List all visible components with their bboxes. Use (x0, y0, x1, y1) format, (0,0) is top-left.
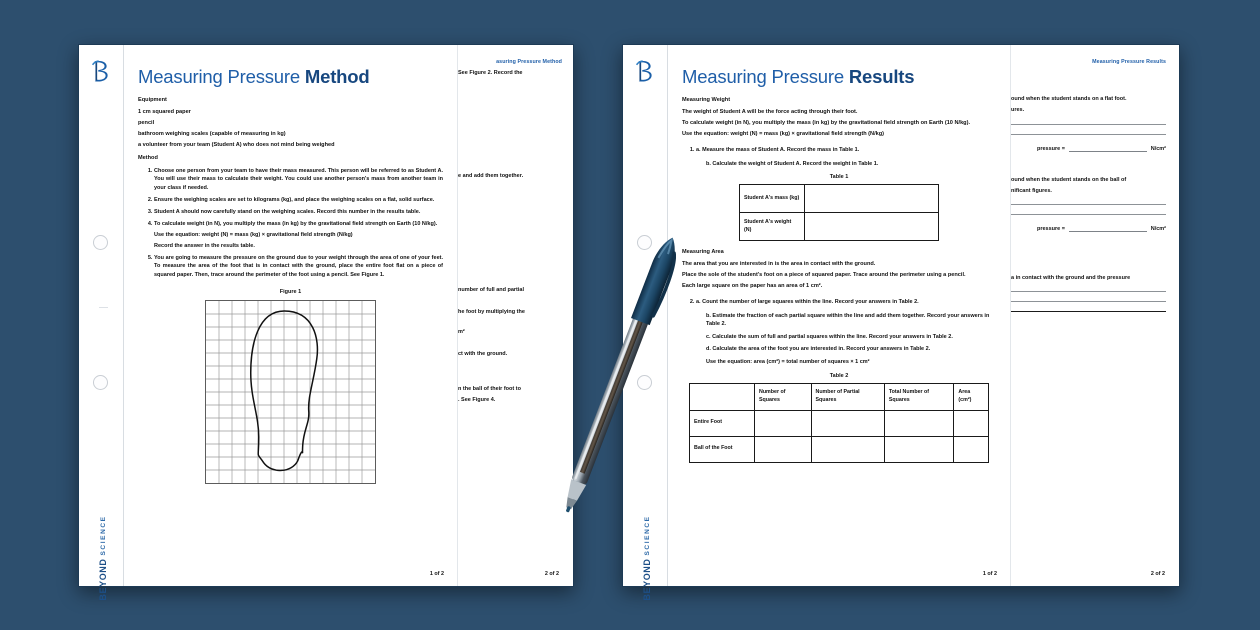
table-2-header: Number of Squares (755, 383, 812, 410)
answer-label: pressure = (1037, 145, 1065, 152)
method-step-text: To calculate weight (in N), you multiply the mass (in kg) by the gravitational field strength on Earth (10 N/kg). (154, 220, 438, 227)
foot-outline-grid-figure (205, 300, 376, 484)
clipped-line: See Figure 2. Record the (458, 70, 523, 76)
table-2-cell[interactable] (884, 436, 954, 462)
equipment-item: pencil (138, 119, 155, 126)
weight-line: The weight of Student A will be the force acting through their foot. (682, 108, 858, 115)
table-2-cell[interactable] (954, 436, 989, 462)
equipment-heading: Equipment (138, 97, 167, 104)
hole-punch-bottom (637, 375, 652, 390)
beyond-b-logo-icon (632, 58, 658, 84)
answer-rule (1011, 291, 1166, 292)
clipped-line: ct with the ground. (458, 351, 508, 358)
figure-1-wrapper (138, 300, 443, 484)
brand-subtitle: SCIENCE (99, 515, 107, 556)
question-2b: b. Estimate the fraction of each partial square within the line and add them together. Record your answers in Table 2. (706, 312, 990, 328)
table-2-cell[interactable] (755, 436, 812, 462)
method-step: 3. Student A should now carefully stand on the weighing scales. Record this number in the results table. (154, 208, 443, 217)
weight-line: Use the equation: weight (N) = mass (kg) × gravitational field strength (N/kg) (682, 130, 885, 137)
method-step: 5. You are going to measure the pressure on the ground due to your weight through the area of one of your feet. To measure the area of the foot that is in contact with the ground, place the entire foot flat on a piece of squared paper. Then, trace around the perimeter of the foot using a pencil. See Figure 1. (154, 254, 443, 280)
table-2-header-blank (690, 383, 755, 410)
equipment-item: 1 cm squared paper (138, 108, 191, 115)
table-2-row-label: Ball of the Foot (690, 436, 755, 462)
clipped-line: number of full and partial (458, 286, 525, 293)
table-1-row-label: Student A's mass (kg) (740, 185, 805, 213)
spine-tick-mark (643, 307, 652, 308)
step-note: Record the answer in the results table. (154, 242, 255, 249)
hole-punch-bottom (93, 375, 108, 390)
answer-label: pressure = (1037, 226, 1065, 232)
document-spine-method (79, 45, 124, 601)
answer-unit: N/cm² (1150, 226, 1166, 232)
answer-rule (1011, 311, 1166, 312)
clipped-line: nificant figures. (1011, 187, 1052, 194)
clipped-line: . See Figure 4. (458, 396, 496, 403)
page-number-method-2: 2 of 2 (544, 571, 559, 577)
title-regular-part: Measuring Pressure (138, 66, 305, 87)
clipped-line: he foot by multiplying the (458, 308, 525, 315)
method-page-2[interactable] (457, 45, 572, 586)
question-1-list (682, 146, 996, 168)
brand-name: BEYOND (98, 558, 108, 601)
area-line: Each large square on the paper has an area of 1 cm². (682, 282, 823, 289)
clipped-line: m² (458, 329, 465, 335)
table-2-header: Number of Partial Squares (811, 383, 884, 410)
page-title-results (682, 67, 996, 87)
page-title-method (138, 67, 443, 87)
brand-label-method (81, 490, 125, 626)
clipped-line: e and add them together. (458, 173, 524, 180)
area-line: The area that you are interested in is the area in contact with the ground. (682, 260, 876, 267)
weight-line: To calculate weight (in N), you multiply the mass (in kg) by the gravitational field strength on Earth (10 N/kg). (682, 119, 971, 126)
results-page-2[interactable] (1010, 45, 1178, 586)
table-1-row-label: Student A's weight (N) (740, 213, 805, 241)
answer-rule (1011, 124, 1166, 125)
answer-rule (1011, 134, 1166, 135)
method-page-1[interactable] (124, 45, 457, 586)
answer-rule (1011, 301, 1166, 302)
clipped-line: ures. (1011, 107, 1025, 114)
table-1-row-value[interactable] (805, 185, 939, 213)
method-steps-list (138, 167, 443, 280)
clipped-line: ound when the student stands on the ball of (1011, 176, 1127, 183)
answer-blank[interactable] (1069, 144, 1147, 152)
question-2d: d. Calculate the area of the foot you are interested in. Record your answers in Table 2. (706, 346, 931, 353)
answer-row-pressure-1 (1011, 144, 1166, 152)
equipment-item: bathroom weighing scales (capable of measuring in kg) (138, 130, 286, 137)
table-1-row-value[interactable] (805, 213, 939, 241)
clipped-line: ound when the student stands on a flat foot. (1011, 96, 1127, 102)
table-2-cell[interactable] (811, 436, 884, 462)
beyond-b-logo-icon (88, 58, 114, 84)
brand-label-results (625, 490, 669, 626)
area-line: Place the sole of the student's foot on a piece of squared paper. Trace around the perimeter using a pencil. (682, 271, 966, 278)
method-step (154, 220, 443, 251)
spine-tick-mark (99, 307, 108, 308)
document-spine-results (623, 45, 668, 601)
clipped-line: n the ball of their foot to (458, 385, 521, 392)
table-header-row (690, 383, 989, 410)
question-2-list (682, 298, 996, 367)
table-2-cell[interactable] (954, 410, 989, 436)
table-1 (739, 184, 939, 241)
measuring-weight-heading: Measuring Weight (682, 97, 731, 104)
question-1a: a. Measure the mass of Student A. Record the mass in Table 1. (696, 147, 860, 154)
title-bold-part: Method (304, 66, 370, 87)
hole-punch-top (637, 235, 652, 250)
brand-subtitle: SCIENCE (643, 515, 651, 556)
table-2-header: Area (cm²) (954, 383, 989, 410)
question-2 (696, 298, 996, 367)
table-row (690, 410, 989, 436)
figure-caption: Figure 1 (279, 289, 302, 296)
table-row (690, 436, 989, 462)
running-header-results-2: Measuring Pressure Results (1092, 59, 1166, 65)
question-1b: b. Calculate the weight of Student A. Record the weight in Table 1. (706, 160, 879, 167)
table-2-caption: Table 2 (829, 372, 849, 379)
brand-name: BEYOND (642, 558, 652, 601)
page-number-results-2: 2 of 2 (1150, 571, 1165, 577)
measuring-area-heading: Measuring Area (682, 249, 724, 256)
page-number-method-1: 1 of 2 (429, 571, 444, 577)
document-measuring-pressure-results[interactable] (622, 44, 1180, 601)
method-step: 1. Choose one person from your team to have their mass measured. This person will be referred to as Student A. You will use their mass to calculate their weight. You could use another person's mass from another team in your class if needed. (154, 167, 443, 193)
table-2-header: Total Number of Squares (884, 383, 954, 410)
method-heading: Method (138, 155, 158, 162)
equipment-item: a volunteer from your team (Student A) who does not mind being weighed (138, 142, 335, 149)
running-header-method-2: asuring Pressure Method (496, 59, 562, 65)
question-1 (696, 146, 996, 168)
question-2c: c. Calculate the sum of full and partial squares within the line. Record your answers in Table 2. (706, 333, 953, 340)
hole-punch-top (93, 235, 108, 250)
clipped-line: a in contact with the ground and the pressure (1011, 275, 1131, 281)
answer-rule (1011, 214, 1166, 215)
question-2a: a. Count the number of large squares within the line. Record your answers in Table 2. (696, 299, 919, 306)
page-number-results-1: 1 of 2 (982, 571, 997, 577)
results-page-1[interactable] (668, 45, 1010, 586)
table-2-row-label: Entire Foot (690, 410, 755, 436)
step-equation: Use the equation: weight (N) = mass (kg) × gravitational field strength (N/kg) (154, 231, 353, 238)
method-step: 2. Ensure the weighing scales are set to kilograms (kg), and place the weighing scales on a flat, solid surface. (154, 196, 443, 205)
question-2-equation: Use the equation: area (cm²) = total number of squares × 1 cm² (706, 358, 870, 365)
answer-blank[interactable] (1069, 224, 1147, 232)
table-2 (689, 383, 989, 463)
table-row (740, 185, 939, 213)
table-2-cell[interactable] (755, 410, 812, 436)
table-row (740, 213, 939, 241)
answer-unit: N/cm² (1150, 145, 1166, 152)
table-2-cell[interactable] (884, 410, 954, 436)
table-1-caption: Table 1 (829, 174, 849, 181)
answer-rule (1011, 204, 1166, 205)
answer-row-pressure-2 (1011, 224, 1166, 232)
table-2-cell[interactable] (811, 410, 884, 436)
document-measuring-pressure-method[interactable] (78, 44, 574, 601)
title-regular-part: Measuring Pressure (682, 66, 849, 87)
title-bold-part: Results (848, 66, 915, 87)
